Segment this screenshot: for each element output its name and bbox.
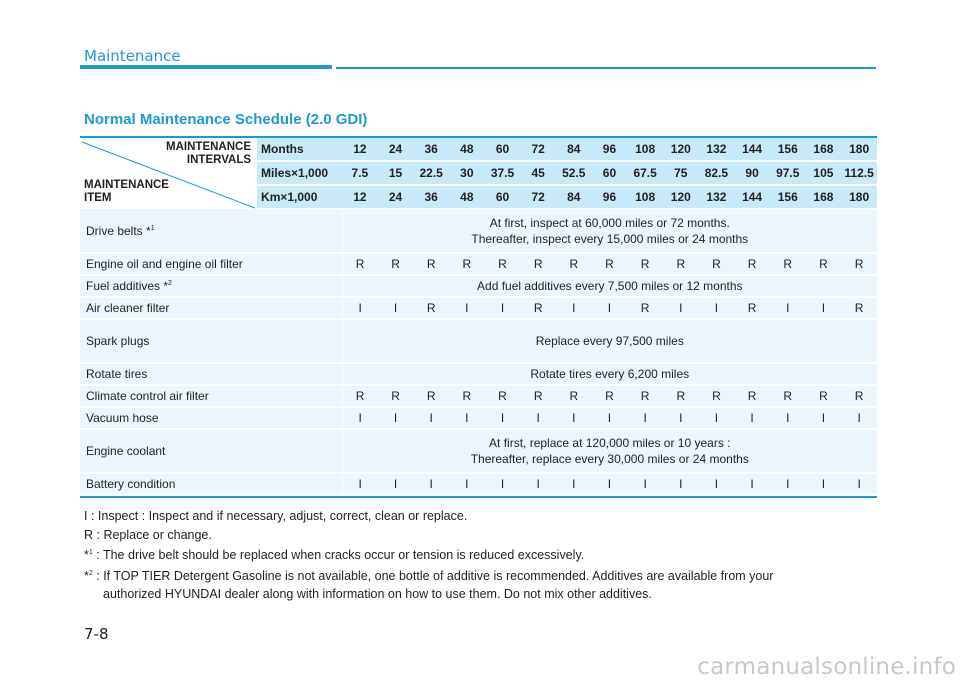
item-instruction bbox=[342, 209, 877, 253]
corner-item-label: MAINTENANCE ITEM bbox=[84, 179, 169, 204]
item-name bbox=[80, 407, 342, 429]
service-code: R bbox=[485, 253, 521, 275]
service-code: R bbox=[627, 385, 663, 407]
watermark: carmanualsonline.info bbox=[697, 654, 956, 680]
section-title: Maintenance bbox=[84, 47, 181, 65]
interval-value: 72 bbox=[520, 185, 556, 209]
service-code: R bbox=[413, 297, 449, 319]
schedule-row bbox=[80, 363, 877, 385]
interval-value: 12 bbox=[342, 185, 378, 209]
corner-header bbox=[80, 138, 257, 209]
instruction-line: Add fuel additives every 7,500 miles or 12 months bbox=[477, 279, 743, 293]
item-name-text: Fuel additives * bbox=[86, 279, 169, 293]
service-code: R bbox=[556, 253, 592, 275]
interval-value: 36 bbox=[413, 185, 449, 209]
service-code: I bbox=[520, 407, 556, 429]
service-code: R bbox=[449, 385, 485, 407]
service-code: I bbox=[699, 473, 735, 495]
service-code: R bbox=[342, 385, 378, 407]
schedule-row bbox=[80, 253, 877, 275]
service-code: I bbox=[378, 473, 414, 495]
interval-value: 132 bbox=[699, 185, 735, 209]
interval-value: 84 bbox=[556, 138, 592, 161]
interval-value: 37.5 bbox=[485, 161, 521, 185]
interval-value: 24 bbox=[378, 138, 414, 161]
item-name-text: Engine coolant bbox=[86, 444, 166, 458]
service-code: I bbox=[378, 297, 414, 319]
interval-value: 48 bbox=[449, 185, 485, 209]
interval-value: 96 bbox=[592, 185, 628, 209]
service-code: R bbox=[841, 297, 877, 319]
schedule-row bbox=[80, 209, 877, 253]
service-code: I bbox=[342, 407, 378, 429]
interval-value: 112.5 bbox=[841, 161, 877, 185]
item-name-text: Engine oil and engine oil filter bbox=[86, 257, 243, 271]
service-code: R bbox=[734, 297, 770, 319]
service-code: I bbox=[342, 473, 378, 495]
schedule-row bbox=[80, 297, 877, 319]
interval-value: 105 bbox=[806, 161, 842, 185]
service-code: R bbox=[627, 297, 663, 319]
service-code: R bbox=[342, 253, 378, 275]
item-name bbox=[80, 297, 342, 319]
interval-value: 144 bbox=[734, 138, 770, 161]
interval-value: 60 bbox=[485, 185, 521, 209]
interval-value: 168 bbox=[806, 185, 842, 209]
service-code: I bbox=[663, 297, 699, 319]
service-code: R bbox=[449, 253, 485, 275]
service-code: R bbox=[413, 385, 449, 407]
interval-value: 97.5 bbox=[770, 161, 806, 185]
service-code: I bbox=[485, 407, 521, 429]
service-code: I bbox=[699, 297, 735, 319]
interval-label: Km×1,000 bbox=[257, 185, 342, 209]
service-code: I bbox=[770, 473, 806, 495]
service-code: R bbox=[734, 253, 770, 275]
instruction-line: Replace every 97,500 miles bbox=[535, 334, 684, 348]
schedule-row bbox=[80, 275, 877, 297]
service-code: R bbox=[734, 385, 770, 407]
item-name bbox=[80, 275, 342, 297]
service-code: R bbox=[806, 385, 842, 407]
schedule-row bbox=[80, 407, 877, 429]
item-instruction bbox=[342, 429, 877, 473]
footnote-mark: 1 bbox=[150, 225, 155, 232]
service-code: I bbox=[449, 297, 485, 319]
interval-value: 84 bbox=[556, 185, 592, 209]
service-code: R bbox=[520, 385, 556, 407]
service-code: I bbox=[841, 407, 877, 429]
note-replace: R : Replace or change. bbox=[84, 527, 212, 542]
service-code: R bbox=[663, 253, 699, 275]
interval-value: 60 bbox=[485, 138, 521, 161]
service-code: I bbox=[841, 473, 877, 495]
service-code: R bbox=[413, 253, 449, 275]
legend-notes bbox=[84, 507, 884, 604]
table-bottom-rule bbox=[80, 496, 877, 498]
note-1: *$^1$ : The drive belt should be replaced when cracks occur or tension is reduced excessively. bbox=[84, 548, 585, 563]
interval-value: 168 bbox=[806, 138, 842, 161]
service-code: I bbox=[663, 407, 699, 429]
item-name bbox=[80, 429, 342, 473]
service-code: R bbox=[485, 385, 521, 407]
header-rule-thin bbox=[336, 67, 876, 69]
service-code: I bbox=[627, 407, 663, 429]
service-code: I bbox=[556, 407, 592, 429]
service-code: R bbox=[378, 385, 414, 407]
service-code: I bbox=[485, 297, 521, 319]
interval-value: 12 bbox=[342, 138, 378, 161]
service-code: I bbox=[449, 473, 485, 495]
interval-value: 60 bbox=[592, 161, 628, 185]
interval-value: 108 bbox=[627, 185, 663, 209]
interval-value: 156 bbox=[770, 138, 806, 161]
item-name-text: Climate control air filter bbox=[86, 389, 209, 403]
service-code: R bbox=[520, 253, 556, 275]
interval-value: 52.5 bbox=[556, 161, 592, 185]
item-name-text: Air cleaner filter bbox=[86, 301, 170, 315]
interval-value: 144 bbox=[734, 185, 770, 209]
maintenance-schedule-table bbox=[80, 138, 877, 496]
schedule-row bbox=[80, 385, 877, 407]
instruction-line: Thereafter, replace every 30,000 miles or 24 months bbox=[470, 452, 749, 466]
footnote-mark: 2 bbox=[168, 280, 172, 287]
interval-label: Miles×1,000 bbox=[257, 161, 342, 185]
service-code: I bbox=[770, 297, 806, 319]
item-name-text: Spark plugs bbox=[86, 334, 150, 348]
item-name bbox=[80, 363, 342, 385]
item-name-text: Drive belts * bbox=[86, 224, 151, 238]
interval-value: 75 bbox=[663, 161, 699, 185]
interval-value: 48 bbox=[449, 138, 485, 161]
item-name bbox=[80, 319, 342, 363]
note-2: *$^2$ : If TOP TIER Detergent Gasoline is not available, one bottle of additive is recommended. Additives are available from your bbox=[84, 568, 774, 583]
interval-value: 36 bbox=[413, 138, 449, 161]
service-code: R bbox=[699, 253, 735, 275]
service-code: I bbox=[556, 473, 592, 495]
service-code: R bbox=[627, 253, 663, 275]
service-code: R bbox=[770, 253, 806, 275]
item-name bbox=[80, 473, 342, 495]
service-code: I bbox=[663, 473, 699, 495]
service-code: I bbox=[378, 407, 414, 429]
instruction-line: Rotate tires every 6,200 miles bbox=[530, 367, 690, 381]
service-code: I bbox=[770, 407, 806, 429]
service-code: R bbox=[520, 297, 556, 319]
instruction-line: At first, inspect at 60,000 miles or 72 months. bbox=[489, 216, 730, 230]
service-code: I bbox=[556, 297, 592, 319]
interval-value: 120 bbox=[663, 185, 699, 209]
interval-value: 108 bbox=[627, 138, 663, 161]
interval-value: 82.5 bbox=[699, 161, 735, 185]
service-code: R bbox=[556, 385, 592, 407]
instruction-line: At first, replace at 120,000 miles or 10 years : bbox=[489, 436, 731, 450]
item-name-text: Vacuum hose bbox=[86, 411, 159, 425]
service-code: I bbox=[806, 407, 842, 429]
service-code: I bbox=[734, 407, 770, 429]
service-code: R bbox=[663, 385, 699, 407]
interval-value: 180 bbox=[841, 185, 877, 209]
item-name bbox=[80, 385, 342, 407]
service-code: I bbox=[592, 407, 628, 429]
service-code: R bbox=[841, 385, 877, 407]
header-row bbox=[80, 138, 877, 161]
service-code: I bbox=[413, 473, 449, 495]
interval-value: 67.5 bbox=[627, 161, 663, 185]
interval-value: 30 bbox=[449, 161, 485, 185]
interval-value: 156 bbox=[770, 185, 806, 209]
service-code: I bbox=[806, 297, 842, 319]
interval-value: 72 bbox=[520, 138, 556, 161]
service-code: I bbox=[806, 473, 842, 495]
interval-value: 45 bbox=[520, 161, 556, 185]
service-code: R bbox=[592, 385, 628, 407]
interval-value: 132 bbox=[699, 138, 735, 161]
service-code: R bbox=[699, 385, 735, 407]
item-instruction bbox=[342, 275, 877, 297]
interval-value: 24 bbox=[378, 185, 414, 209]
note-inspect: I : Inspect : Inspect and if necessary, adjust, correct, clean or replace. bbox=[84, 509, 468, 523]
instruction-line: Thereafter, inspect every 15,000 miles or 24 months bbox=[471, 232, 749, 246]
interval-value: 90 bbox=[734, 161, 770, 185]
interval-value: 96 bbox=[592, 138, 628, 161]
schedule-row bbox=[80, 429, 877, 473]
item-name-text: Rotate tires bbox=[86, 367, 148, 381]
service-code: R bbox=[806, 253, 842, 275]
item-instruction bbox=[342, 319, 877, 363]
service-code: I bbox=[520, 473, 556, 495]
item-name bbox=[80, 209, 342, 253]
service-code: I bbox=[449, 407, 485, 429]
service-code: R bbox=[592, 253, 628, 275]
interval-value: 120 bbox=[663, 138, 699, 161]
schedule-row bbox=[80, 319, 877, 363]
interval-value: 7.5 bbox=[342, 161, 378, 185]
interval-value: 180 bbox=[841, 138, 877, 161]
service-code: R bbox=[770, 385, 806, 407]
service-code: R bbox=[841, 253, 877, 275]
service-code: I bbox=[413, 407, 449, 429]
item-instruction bbox=[342, 363, 877, 385]
header-rule-thick bbox=[80, 65, 332, 69]
service-code: I bbox=[734, 473, 770, 495]
service-code: R bbox=[378, 253, 414, 275]
page-number: 7-8 bbox=[84, 625, 109, 643]
service-code: I bbox=[592, 297, 628, 319]
note-2-continued: authorized HYUNDAI dealer along with information on how to use them. Do not mix other additives. bbox=[103, 587, 652, 602]
corner-intervals-label: MAINTENANCE INTERVALS bbox=[166, 141, 252, 166]
schedule-title: Normal Maintenance Schedule (2.0 GDI) bbox=[84, 111, 368, 128]
interval-label: Months bbox=[257, 138, 342, 161]
service-code: I bbox=[485, 473, 521, 495]
service-code: I bbox=[627, 473, 663, 495]
interval-value: 15 bbox=[378, 161, 414, 185]
service-code: I bbox=[592, 473, 628, 495]
item-name bbox=[80, 253, 342, 275]
service-code: I bbox=[342, 297, 378, 319]
interval-value: 22.5 bbox=[413, 161, 449, 185]
item-name-text: Battery condition bbox=[86, 477, 176, 491]
service-code: I bbox=[699, 407, 735, 429]
schedule-row bbox=[80, 473, 877, 495]
